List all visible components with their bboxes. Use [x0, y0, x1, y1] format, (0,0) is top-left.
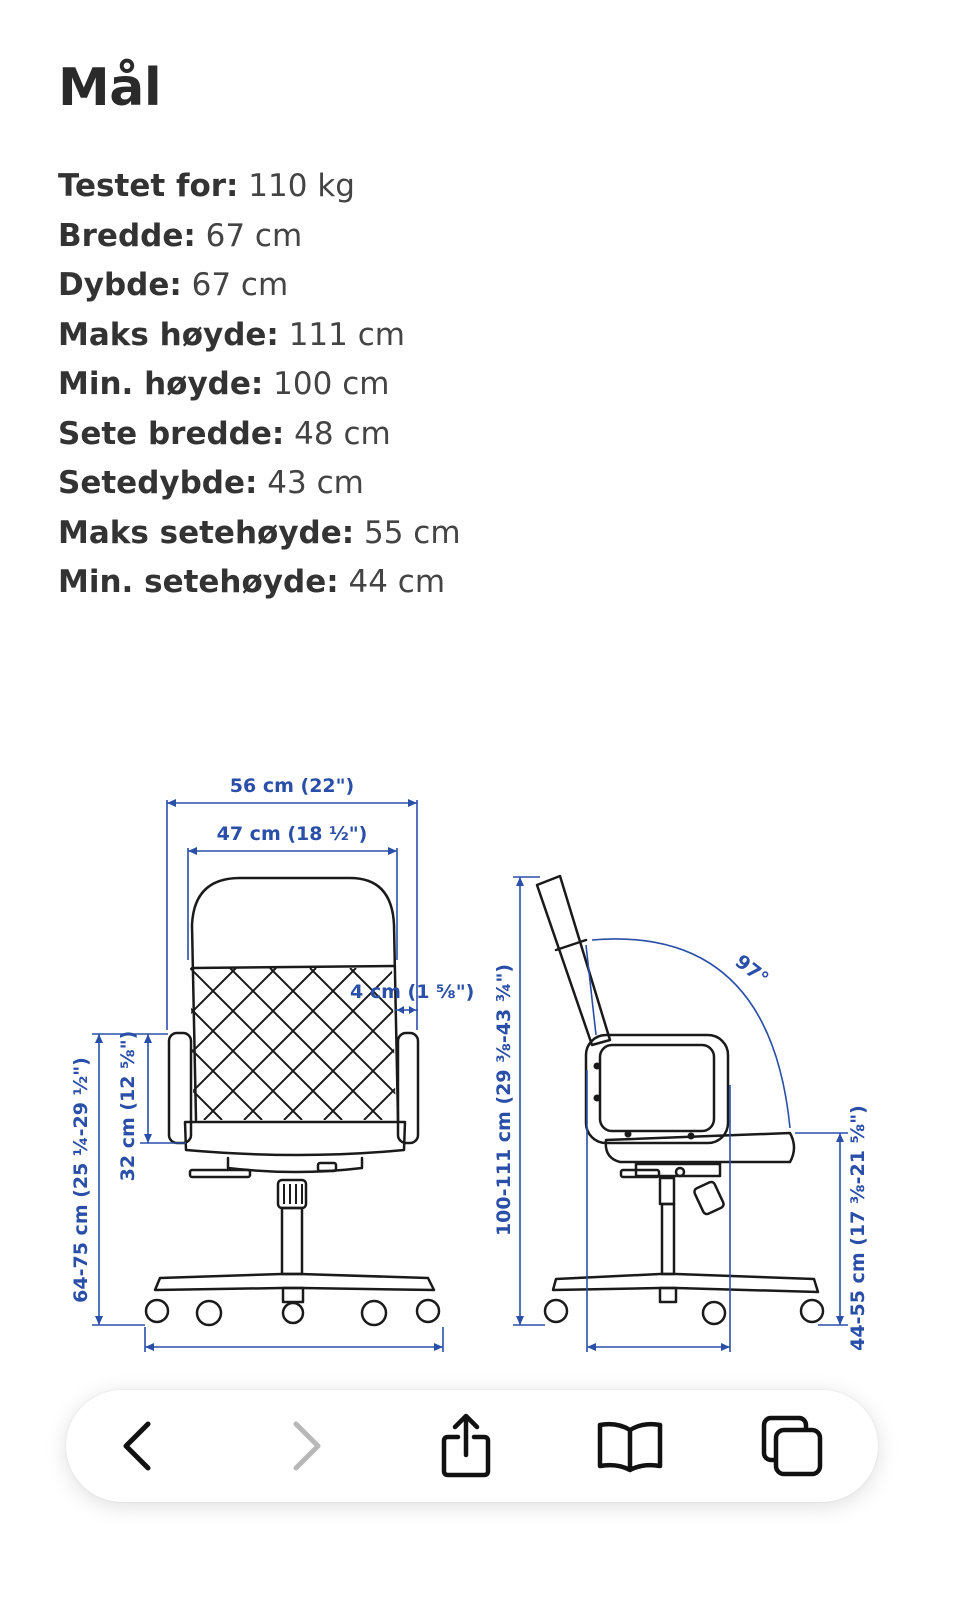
forward-button[interactable]	[266, 1406, 346, 1486]
spec-value: 100 cm	[273, 366, 390, 402]
spec-label: Min. høyde:	[58, 366, 264, 402]
label-backrest-height: 32 cm (12 ⅝")	[117, 1030, 139, 1182]
spec-value: 55 cm	[364, 514, 461, 551]
tabs-icon	[760, 1414, 824, 1478]
spec-label: Maks setehøyde:	[58, 514, 355, 551]
spec-row	[58, 216, 461, 266]
bookmarks-button[interactable]	[590, 1406, 670, 1486]
spec-value: 48 cm	[294, 415, 391, 452]
label-recline-angle: 97°	[730, 950, 773, 991]
label-total-width: 56 cm (22")	[229, 775, 355, 797]
label-back-width: 47 cm (18 ½")	[216, 823, 368, 845]
dimension-lines	[92, 799, 848, 1352]
bookmarks-icon	[595, 1418, 665, 1474]
spec-label: Min. setehøyde:	[58, 564, 339, 600]
spec-label: Sete bredde:	[58, 415, 285, 452]
label-seat-height: 44-55 cm (17 ⅜-21 ⅝")	[847, 1105, 869, 1351]
browser-toolbar	[66, 1390, 878, 1502]
spec-label: Maks høyde:	[58, 316, 279, 353]
spec-row	[58, 562, 461, 612]
spec-row	[58, 364, 461, 414]
spec-label: Setedybde:	[58, 465, 258, 501]
spec-value: 111 cm	[288, 316, 405, 353]
spec-row	[58, 513, 461, 563]
spec-label: Bredde:	[58, 217, 196, 254]
spec-row	[58, 463, 461, 513]
share-button[interactable]	[426, 1406, 506, 1486]
spec-row	[58, 166, 461, 216]
tabs-button[interactable]	[752, 1406, 832, 1486]
spec-value: 43 cm	[267, 465, 364, 501]
spec-row	[58, 315, 461, 365]
share-icon	[438, 1413, 494, 1479]
spec-label: Dybde:	[58, 267, 182, 303]
spec-label: Testet for:	[58, 168, 239, 204]
side-view-chair	[537, 876, 823, 1324]
spec-value: 44 cm	[348, 564, 446, 600]
label-cushion-thickness: 4 cm (1 ⅝")	[350, 981, 475, 1003]
spec-row	[58, 265, 461, 315]
back-arrow-icon	[118, 1418, 158, 1474]
page-title: Mål	[58, 58, 162, 118]
label-armrest-height: 64-75 cm (25 ¼-29 ½")	[70, 1057, 92, 1303]
label-total-height: 100-111 cm (29 ⅜-43 ¾")	[493, 963, 515, 1237]
dimension-diagram	[0, 760, 960, 1370]
back-button[interactable]	[98, 1406, 178, 1486]
spec-list	[58, 166, 461, 612]
spec-value: 67 cm	[191, 267, 289, 303]
forward-arrow-icon	[286, 1418, 326, 1474]
spec-row	[58, 414, 461, 464]
spec-value: 67 cm	[205, 217, 303, 254]
spec-value: 110 kg	[248, 168, 355, 204]
